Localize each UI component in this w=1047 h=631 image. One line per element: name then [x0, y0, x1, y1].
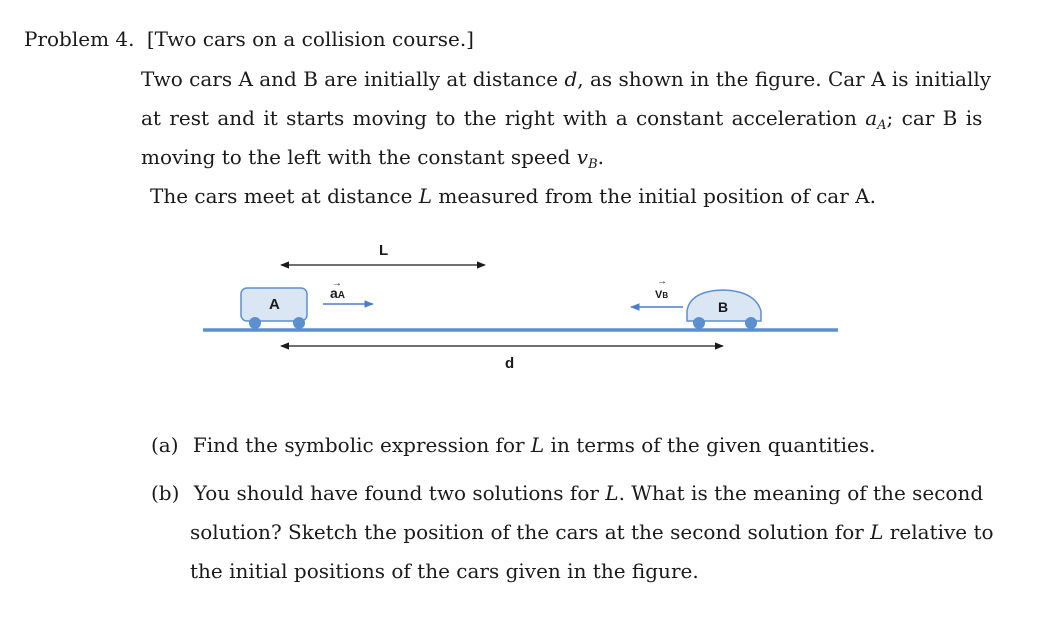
var-L: L [605, 481, 619, 505]
intro-text: . [597, 145, 604, 169]
intro-text: The cars meet at distance [150, 184, 419, 208]
var-v: v [576, 145, 589, 169]
intro-line-2 [141, 106, 982, 138]
part-b-text: relative to [883, 520, 994, 544]
part-b-text: solution? Sketch the position of the cars at the second solution for [190, 520, 871, 544]
intro-text: ; car B is [886, 106, 983, 130]
part-b-line-2 [190, 520, 994, 544]
var-a: a [865, 106, 878, 130]
intro-line-3 [141, 145, 604, 177]
part-b-text: You should have found two solutions for L. What is the meaning of the second [193, 481, 984, 505]
var-v-subscript: B [588, 157, 598, 172]
intro-text: at rest and it starts moving to the right with a constant acceleration [141, 106, 866, 130]
var-d: d [564, 67, 578, 91]
var-L: L [530, 433, 545, 457]
part-b-text: the initial positions of the cars given in the figure. [190, 559, 699, 583]
problem-number: Problem 4. [24, 27, 135, 51]
intro-text: moving to the left with the constant speed [141, 145, 577, 169]
problem-heading [24, 27, 474, 51]
car-a [241, 288, 307, 329]
problem-title: [Two cars on a collision course.] [146, 27, 474, 51]
intro-text: measured from the initial position of car A. [432, 184, 876, 208]
part-b-line-3 [190, 559, 699, 583]
car-b-label: B [718, 299, 729, 315]
var-L: L [418, 184, 433, 208]
intro-text: , as shown in the figure. Car A is initially [577, 67, 992, 91]
intro-line-1 [141, 67, 991, 91]
car-a-front-wheel [293, 317, 305, 329]
vB-arrow-hat: → [657, 276, 667, 287]
L-label: L [379, 242, 389, 259]
collision-diagram [195, 225, 855, 385]
var-L: L [870, 520, 884, 544]
part-a-text: Find the symbolic expression for L in terms of the given quantities. [192, 433, 876, 457]
collision-figure [195, 225, 855, 385]
car-b-front-wheel [745, 317, 757, 329]
car-a-rear-wheel [249, 317, 261, 329]
part-a-label: (a) [151, 433, 179, 457]
var-a-subscript: A [877, 118, 887, 133]
part-b-line-1 [151, 481, 983, 505]
vB-label: VB [655, 289, 669, 301]
aA-arrow-hat: → [332, 278, 342, 289]
aA-label: aA [330, 285, 346, 301]
part-b-label: (b) [151, 481, 180, 505]
intro-text: Two cars A and B are initially at distance [141, 67, 565, 91]
part-a [151, 433, 876, 457]
intro-line-4 [150, 184, 876, 208]
car-b [687, 290, 761, 329]
car-b-rear-wheel [693, 317, 705, 329]
car-a-label: A [269, 296, 280, 313]
d-label: d [505, 355, 515, 372]
